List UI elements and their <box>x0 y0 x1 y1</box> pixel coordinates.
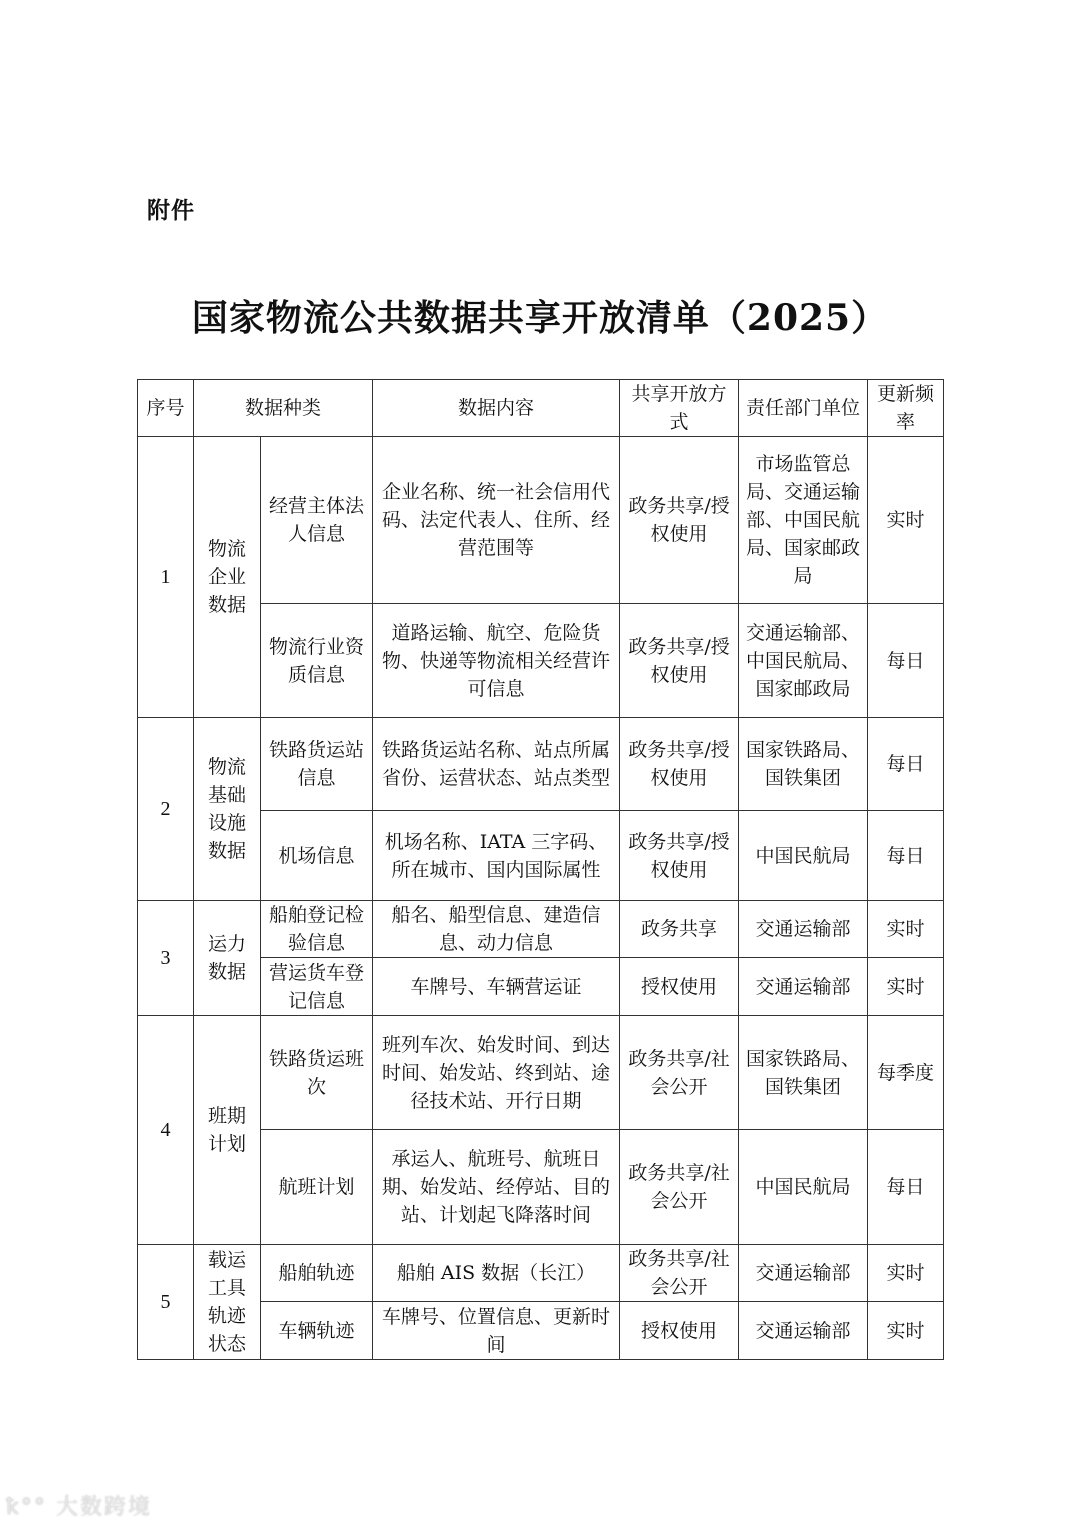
department-cell: 中国民航局 <box>739 1130 868 1245</box>
frequency-cell: 实时 <box>868 437 944 604</box>
subcategory-cell: 经营主体法人信息 <box>261 437 373 604</box>
content-cell: 承运人、航班号、航班日期、始发站、经停站、目的站、计划起飞降落时间 <box>373 1130 620 1245</box>
frequency-cell: 每日 <box>868 604 944 718</box>
header-category: 数据种类 <box>194 380 373 437</box>
header-content: 数据内容 <box>373 380 620 437</box>
row-number: 3 <box>138 901 194 1016</box>
attachment-label: 附件 <box>147 198 195 224</box>
category-cell: 运力数据 <box>194 901 261 1016</box>
frequency-cell: 实时 <box>868 1245 944 1302</box>
watermark-text: 大数跨境 <box>55 1495 152 1520</box>
mode-cell: 政务共享/授权使用 <box>620 718 739 811</box>
category-cell: 物流企业数据 <box>194 437 261 718</box>
department-cell: 交通运输部 <box>739 958 868 1016</box>
department-cell: 交通运输部、中国民航局、国家邮政局 <box>739 604 868 718</box>
table-row <box>138 437 944 604</box>
content-cell: 班列车次、始发时间、到达时间、始发站、终到站、途径技术站、开行日期 <box>373 1016 620 1130</box>
content-cell: 企业名称、统一社会信用代码、法定代表人、住所、经营范围等 <box>373 437 620 604</box>
content-cell: 车牌号、位置信息、更新时间 <box>373 1302 620 1360</box>
frequency-cell: 每日 <box>868 811 944 901</box>
content-cell: 车牌号、车辆营运证 <box>373 958 620 1016</box>
content-cell: 机场名称、IATA 三字码、所在城市、国内国际属性 <box>373 811 620 901</box>
data-sharing-table <box>137 379 944 1360</box>
header-department: 责任部门单位 <box>739 380 868 437</box>
table-row <box>138 901 944 958</box>
table-row <box>138 1245 944 1302</box>
document-title: 国家物流公共数据共享开放清单（2025） <box>191 297 889 339</box>
header-no: 序号 <box>138 380 194 437</box>
department-cell: 国家铁路局、国铁集团 <box>739 1016 868 1130</box>
frequency-cell: 实时 <box>868 958 944 1016</box>
row-number: 2 <box>138 718 194 901</box>
watermark <box>6 1490 152 1521</box>
mode-cell: 政务共享 <box>620 901 739 958</box>
frequency-cell: 实时 <box>868 901 944 958</box>
header-row <box>138 380 944 437</box>
mode-cell: 授权使用 <box>620 958 739 1016</box>
content-cell: 铁路货运站名称、站点所属省份、运营状态、站点类型 <box>373 718 620 811</box>
department-cell: 市场监管总局、交通运输部、中国民航局、国家邮政局 <box>739 437 868 604</box>
subcategory-cell: 船舶登记检验信息 <box>261 901 373 958</box>
mode-cell: 政务共享/社会公开 <box>620 1016 739 1130</box>
row-number: 1 <box>138 437 194 718</box>
subcategory-cell: 航班计划 <box>261 1130 373 1245</box>
frequency-cell: 每季度 <box>868 1016 944 1130</box>
watermark-logo-icon: ꝁ°° <box>6 1495 47 1520</box>
mode-cell: 政务共享/授权使用 <box>620 811 739 901</box>
department-cell: 国家铁路局、国铁集团 <box>739 718 868 811</box>
mode-cell: 政务共享/授权使用 <box>620 604 739 718</box>
mode-cell: 政务共享/授权使用 <box>620 437 739 604</box>
content-cell: 船舶 AIS 数据（长江） <box>373 1245 620 1302</box>
content-cell: 道路运输、航空、危险货物、快递等物流相关经营许可信息 <box>373 604 620 718</box>
subcategory-cell: 物流行业资质信息 <box>261 604 373 718</box>
department-cell: 中国民航局 <box>739 811 868 901</box>
subcategory-cell: 机场信息 <box>261 811 373 901</box>
subcategory-cell: 船舶轨迹 <box>261 1245 373 1302</box>
category-cell: 班期计划 <box>194 1016 261 1245</box>
department-cell: 交通运输部 <box>739 901 868 958</box>
row-number: 5 <box>138 1245 194 1360</box>
header-frequency: 更新频率 <box>868 380 944 437</box>
category-cell: 物流基础设施数据 <box>194 718 261 901</box>
subcategory-cell: 铁路货运站信息 <box>261 718 373 811</box>
subcategory-cell: 车辆轨迹 <box>261 1302 373 1360</box>
frequency-cell: 实时 <box>868 1302 944 1360</box>
frequency-cell: 每日 <box>868 718 944 811</box>
mode-cell: 政务共享/社会公开 <box>620 1130 739 1245</box>
row-number: 4 <box>138 1016 194 1245</box>
mode-cell: 授权使用 <box>620 1302 739 1360</box>
frequency-cell: 每日 <box>868 1130 944 1245</box>
header-mode: 共享开放方式 <box>620 380 739 437</box>
table-row <box>138 1016 944 1130</box>
subcategory-cell: 营运货车登记信息 <box>261 958 373 1016</box>
table-row <box>138 718 944 811</box>
department-cell: 交通运输部 <box>739 1245 868 1302</box>
content-cell: 船名、船型信息、建造信息、动力信息 <box>373 901 620 958</box>
mode-cell: 政务共享/社会公开 <box>620 1245 739 1302</box>
category-cell: 载运工具轨迹状态 <box>194 1245 261 1360</box>
department-cell: 交通运输部 <box>739 1302 868 1360</box>
subcategory-cell: 铁路货运班次 <box>261 1016 373 1130</box>
